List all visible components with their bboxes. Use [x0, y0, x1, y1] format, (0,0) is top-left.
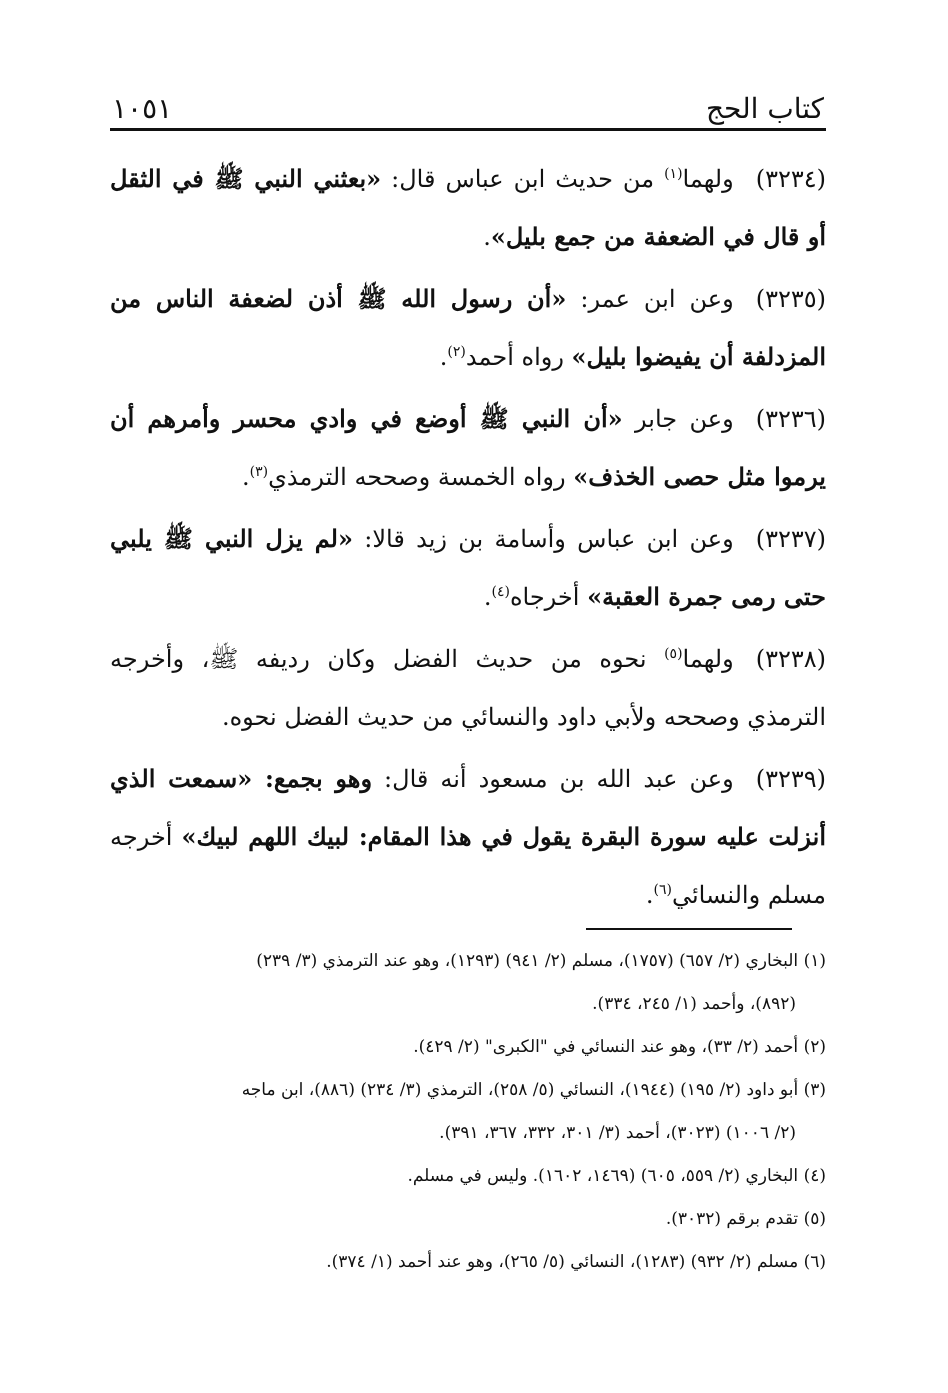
main-text — [110, 150, 826, 928]
hadith-number: (٣٢٣٥) — [755, 285, 826, 313]
hadith-matn: «أن النبي ﷺ أوضع في وادي محسر وأمرهم أن يرموا مثل حصى الخذف» — [110, 404, 826, 491]
hadith-lead: وعن ابن عباس وأسامة بن زيد قالا: — [353, 525, 734, 553]
footnote-text: مسلم (٢/ ٩٣٢) (١٢٨٣)، النسائي (٥/ ٢٦٥)، وهو عند أحمد (١/ ٣٧٤). — [326, 1252, 799, 1272]
hadith-matn: وهو بجمع: «سمعت الذي أنزلت عليه سورة البقرة يقول في هذا المقام: لبيك اللهم لبيك» — [110, 764, 827, 851]
footnote-2 — [110, 1026, 826, 1069]
hadith-3236 — [110, 390, 826, 506]
hadith-3238 — [110, 630, 826, 746]
footnote-text-cont: (٨٩٢)، وأحمد (١/ ٢٤٥، ٣٣٤). — [592, 994, 796, 1014]
hadith-mid: من حديث ابن عباس قال: — [381, 165, 665, 193]
hadith-number: (٣٢٣٧) — [755, 525, 826, 553]
hadith-matn: «لم يزل النبي ﷺ يلبي حتى رمى جمرة العقبة» — [110, 524, 826, 611]
footnote-rule — [586, 928, 792, 930]
footnote-number: (٦) — [803, 1252, 826, 1272]
footnote-number: (٢) — [803, 1037, 826, 1057]
footnote-text: أحمد (٢/ ٣٣)، وهو عند النسائي في "الكبرى" (٢/ ٤٢٩). — [413, 1037, 799, 1057]
hadith-end: . — [645, 881, 654, 909]
hadith-end: . — [439, 343, 448, 371]
footnotes — [110, 940, 826, 1284]
hadith-tail: أخرجه مسلم والنسائي — [110, 823, 826, 909]
footnote-text: البخاري (٢/ ٦٥٧) (١٧٥٧)، مسلم (٢/ ٩٤١) (١٢٩٣)، وهو عند الترمذي (٣/ ٢٣٩) — [256, 951, 799, 971]
footnote-ref: (١) — [664, 166, 683, 182]
hadith-lead: ولهما — [682, 645, 734, 673]
footnote-6 — [110, 1241, 826, 1284]
hadith-number: (٣٢٣٨) — [755, 645, 826, 673]
footnote-1 — [110, 940, 826, 1026]
hadith-mid: نحوه من حديث الفضل وكان رديفه ﷺ، وأخرجه الترمذي وصححه ولأبي داود والنسائي من حديث الفضل نحوه. — [110, 645, 826, 731]
hadith-tail: رواه الخمسة وصححه الترمذي — [268, 463, 574, 491]
footnote-number: (١) — [803, 951, 826, 971]
hadith-number: (٣٢٣٤) — [755, 165, 826, 193]
hadith-lead: وعن عبد الله بن مسعود أنه قال: — [372, 765, 734, 793]
running-header — [112, 92, 824, 128]
hadith-tail: رواه أحمد — [465, 343, 572, 371]
footnote-text: تقدم برقم (٣٠٣٢). — [665, 1209, 799, 1229]
footnote-text-cont: (٢/ ١٠٠٦) (٣٠٢٣)، أحمد (٣/ ٣٠١، ٣٣٢، ٣٦٧، ٣٩١). — [439, 1123, 796, 1143]
hadith-3239 — [110, 750, 826, 924]
book-title: كتاب الحج — [705, 92, 824, 125]
hadith-end: . — [483, 583, 492, 611]
hadith-number: (٣٢٣٦) — [755, 405, 826, 433]
footnote-ref: (٢) — [447, 344, 466, 360]
footnote-ref: (٤) — [491, 584, 510, 600]
footnote-number: (٤) — [803, 1166, 826, 1186]
hadith-3237 — [110, 510, 826, 626]
hadith-lead: ولهما — [682, 165, 734, 193]
hadith-3235 — [110, 270, 826, 386]
hadith-lead: وعن ابن عمر: — [566, 285, 734, 313]
hadith-number: (٣٢٣٩) — [755, 765, 826, 793]
footnote-4 — [110, 1155, 826, 1198]
footnote-ref: (٥) — [664, 646, 683, 662]
footnote-5 — [110, 1198, 826, 1241]
hadith-tail: أخرجاه — [509, 583, 588, 611]
hadith-3234 — [110, 150, 826, 266]
hadith-matn: «أن رسول الله ﷺ أذن لضعفة الناس من المزدلفة أن يفيضوا بليل» — [110, 284, 826, 371]
footnote-3 — [110, 1069, 826, 1155]
footnote-number: (٣) — [803, 1080, 826, 1100]
footnote-text: أبو داود (٢/ ١٩٥) (١٩٤٤)، النسائي (٥/ ٢٥٨)، الترمذي (٣/ ٢٣٤) (٨٨٦)، ابن ماجه — [241, 1080, 799, 1100]
hadith-tail: . — [483, 223, 491, 251]
hadith-matn: «بعثني النبي ﷺ في الثقل أو قال في الضعفة من جمع بليل» — [110, 164, 826, 251]
footnote-number: (٥) — [803, 1209, 826, 1229]
page-number: ١٠٥١ — [112, 92, 173, 125]
header-rule — [110, 128, 826, 131]
footnote-ref: (٦) — [653, 882, 672, 898]
hadith-lead: وعن جابر — [622, 405, 734, 433]
footnote-ref: (٣) — [249, 464, 269, 480]
footnote-text: البخاري (٢/ ٥٥٩، ٦٠٥) (١٤٦٩، ١٦٠٢). وليس في مسلم. — [407, 1166, 799, 1186]
hadith-end: . — [242, 463, 250, 491]
